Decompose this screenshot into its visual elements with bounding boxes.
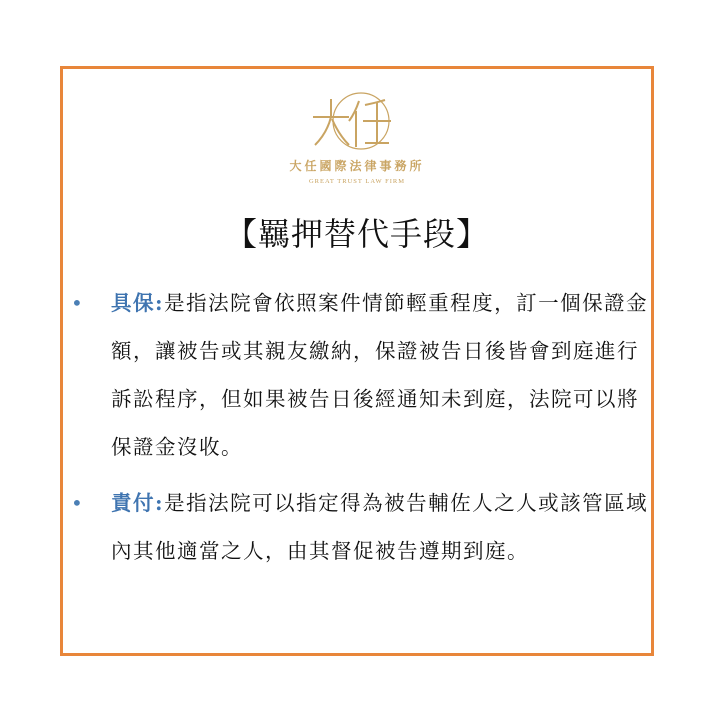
logo-mark [309, 91, 405, 153]
bullet-icon: • [71, 291, 83, 315]
term-label: 責付: [111, 491, 165, 515]
term-description: 是指法院會依照案件情節輕重程度，訂一個保證金額，讓被告或其親友繳納，保證被告日後皆會到庭進行訴訟程序，但如果被告日後經通知未到庭，法院可以將保證金沒收。 [111, 291, 649, 459]
term-description: 是指法院可以指定得為被告輔佐人之人或該管區域內其他適當之人，由其督促被告遵期到庭。 [111, 491, 649, 563]
firm-name: 大任國際法律事務所 [289, 159, 425, 173]
page-title: 【羈押替代手段】 [224, 215, 489, 253]
list-item-text [111, 279, 651, 471]
content-frame [60, 66, 654, 656]
firm-name-en: GREAT TRUST LAW FIRM [308, 178, 406, 185]
firm-logo [63, 91, 651, 185]
term-label: 具保: [111, 291, 165, 315]
list-item-text [111, 479, 651, 575]
bullet-icon: • [71, 491, 83, 515]
